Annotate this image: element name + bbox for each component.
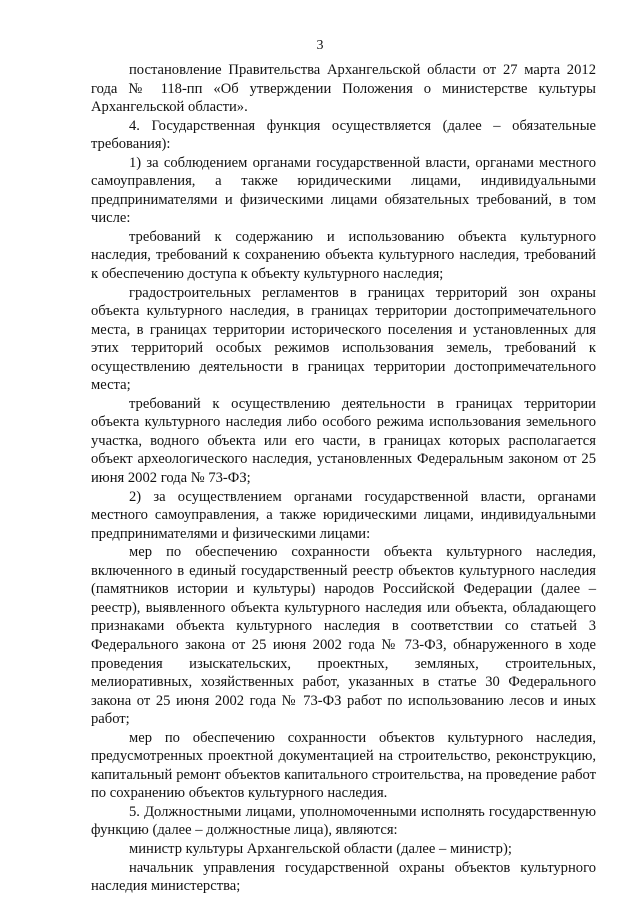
page-number: 3 xyxy=(316,38,324,53)
paragraph-item-4: 4. Государственная функция осуществляется (далее – обязательные требования): xyxy=(91,117,596,153)
paragraph-item-5: 5. Должностными лицами, уполномоченными исполнять государственную функцию (далее – должностные лица), являются: xyxy=(91,803,596,839)
paragraph-activity-requirements: требований к осуществлению деятельности в границах территории объекта культурного наследия либо особого режима использования земельного участка, водного объекта или его части, в границах которых располагается объект археологического наследия, установленных Федеральным законом от 25 июня 2002 года № 73-ФЗ; xyxy=(91,395,596,487)
paragraph-preservation-measures: мер по обеспечению сохранности объекта культурного наследия, включенного в единый государственный реестр объектов культурного наследия (памятников истории и культуры) народов Российской Федерации (далее – реестр), выявленного объекта культурного наследия или объекта, обладающего признаками объекта культурного наследия в соответствии со статьей 3 Федерального закона от 25 июня 2002 года № 73-ФЗ, обнаруженного в ходе проведения изыскательских, проектных, земляных, строительных, мелиоративных, хозяйственных работ, указанных в статье 30 Федерального закона от 25 июня 2002 года № 73-ФЗ работ по использованию лесов и иных работ; xyxy=(91,544,596,728)
paragraph-minister: министр культуры Архангельской области (далее – министр); xyxy=(129,840,512,857)
paragraph-urban-regulations: градостроительных регламентов в границах территорий зон охраны объекта культурного наследия, в границах территории достопримечательного места, в границах территории исторического поселения и установленных для этих территорий особых режимов использования земель, требований к осуществлению деятельности в границах территории достопримечательного места; xyxy=(91,284,596,394)
paragraph-requirements-content: требований к содержанию и использованию объекта культурного наследия, требований к сохранению объекта культурного наследия, требований к обеспечению доступа к объекту культурного наследия; xyxy=(91,228,596,283)
document-body xyxy=(91,61,596,896)
paragraph-subitem-1: 1) за соблюдением органами государственной власти, органами местного самоуправления, а также юридическими лицами, индивидуальными предпринимателями и физическими лицами обязательных требований, в том числе: xyxy=(91,154,596,227)
paragraph-project-measures: мер по обеспечению сохранности объектов культурного наследия, предусмотренных проектной документацией на строительство, реконструкцию, капитальный ремонт объектов капитального строительства, на проведение работ по сохранению объектов культурного наследия. xyxy=(91,729,596,802)
paragraph-head-of-department: начальник управления государственной охраны объектов культурного наследия министерства; xyxy=(91,859,596,895)
paragraph-continuation: постановление Правительства Архангельской области от 27 марта 2012 года № 118-пп «Об утверждении Положения о министерстве культуры Архангельской области». xyxy=(91,62,596,116)
paragraph-subitem-2: 2) за осуществлением органами государственной власти, органами местного самоуправления, а также юридическими лицами, индивидуальными предпринимателями и физическими лицами: xyxy=(91,488,596,542)
